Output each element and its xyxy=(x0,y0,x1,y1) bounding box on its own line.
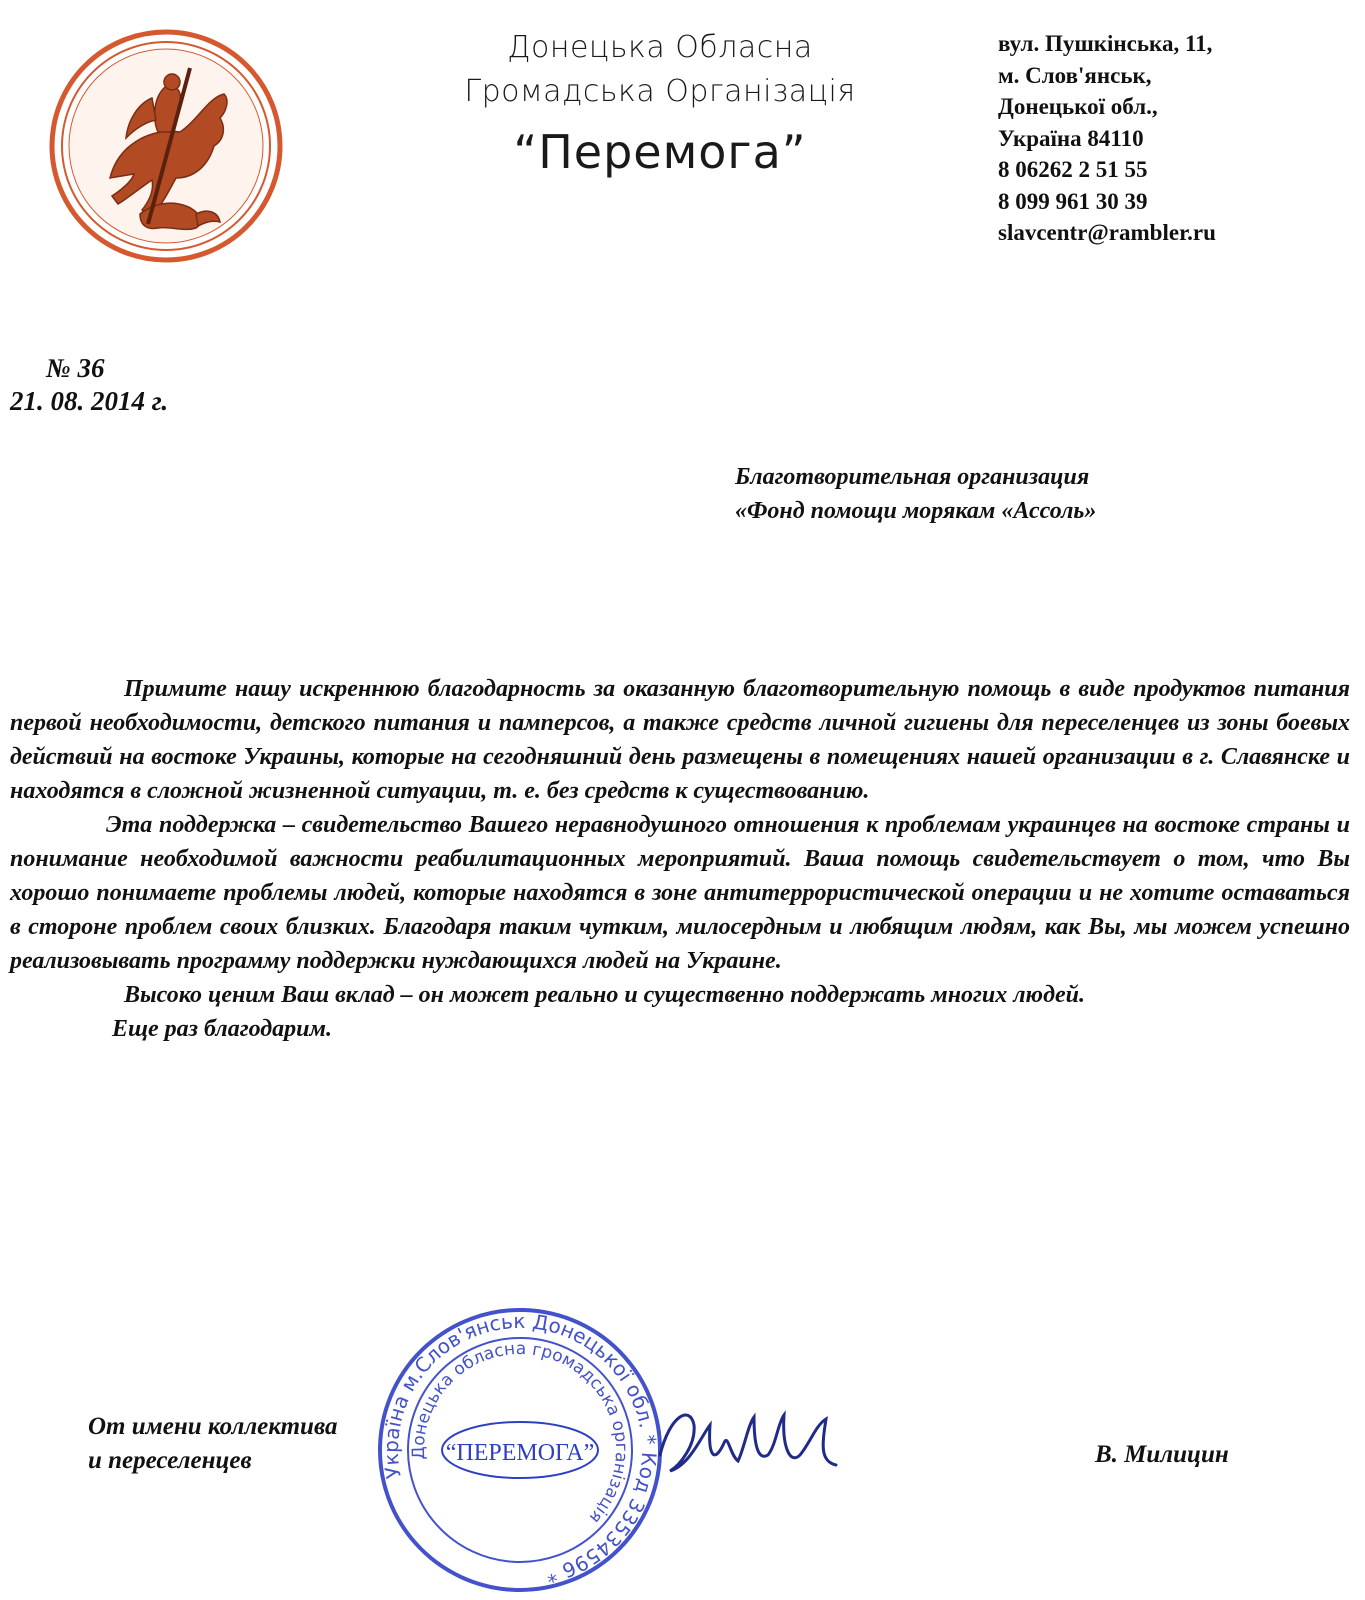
svg-text:“ПЕРЕМОГА”: “ПЕРЕМОГА” xyxy=(445,1440,595,1466)
contact-email: slavcentr@rambler.ru xyxy=(998,220,1216,245)
contact-country: Україна 84110 xyxy=(998,125,1144,151)
signatory-name: В. Милицин xyxy=(1095,1441,1229,1468)
letter-number: № 36 xyxy=(46,353,105,383)
st-george-emblem-icon xyxy=(48,28,284,264)
letter-body xyxy=(10,672,1350,1046)
signature-on-behalf xyxy=(88,1410,337,1478)
letter-date: 21. 08. 2014 г. xyxy=(10,386,169,416)
contact-phone-2: 8 099 961 30 39 xyxy=(998,188,1148,214)
contact-block xyxy=(998,28,1216,249)
handwritten-signature xyxy=(650,1395,850,1485)
svg-text:Україна м.Слов'янськ Донецької: Україна м.Слов'янськ Донецької обл. * Код 33534596 * xyxy=(378,1308,662,1588)
addressee xyxy=(735,460,1096,528)
organization-name xyxy=(380,26,940,184)
addressee-line1: Благотворительная организация xyxy=(735,464,1090,490)
svg-text:Донецька обласна громадська ор: Донецька обласна громадська організація xyxy=(408,1338,632,1528)
contact-street: вул. Пушкінська, 11, xyxy=(998,31,1213,56)
body-paragraph-2: Эта поддержка – свидетельство Вашего неравнодушного отношения к проблемам украинцев на востоке страны и понимание необходимой важности реабилитационных мероприятий. Ваша помощь свидетельствует о том, что Вы хорошо понимаете проблемы людей, которые находятся в зоне антитеррористической операции и не хотите оставаться в стороне проблем своих близких. Благодаря таким чутким, милосердным и любящим людям, как Вы, мы можем успешно реализовывать программу поддержки нуждающихся людей на Украине. xyxy=(10,812,1350,974)
org-name-line2: Громадська Організація xyxy=(464,74,856,109)
signature-line2: и переселенцев xyxy=(88,1447,252,1474)
contact-city: м. Слов'янськ, xyxy=(998,62,1152,88)
organization-seal-stamp xyxy=(370,1300,670,1600)
contact-region: Донецької обл., xyxy=(998,94,1158,119)
signature-line1: От имени коллектива xyxy=(88,1413,338,1440)
org-title: “Перемога” xyxy=(513,125,807,179)
org-name-line1: Донецька Обласна xyxy=(507,30,813,65)
addressee-line2: «Фонд помощи морякам «Ассоль» xyxy=(735,498,1097,524)
body-paragraph-1: Примите нашу искреннюю благодарность за оказанную благотворительную помощь в виде продуктов питания первой необходимости, детского питания и памперсов, а также средств личной гигиены для переселенцев из зоны боевых действий на востоке Украины, которые на сегодняшний день размещены в помещениях нашей организации в г. Славянске и находятся в сложной жизненной ситуации, т. е. без средств к существованию. xyxy=(10,676,1350,804)
body-paragraph-3: Высоко ценим Ваш вклад – он может реально и существенно поддержать многих людей. xyxy=(124,982,1085,1008)
contact-phone-1: 8 06262 2 51 55 xyxy=(998,157,1148,182)
body-paragraph-4: Еще раз благодарим. xyxy=(112,1016,332,1042)
letter-reference xyxy=(10,352,168,418)
